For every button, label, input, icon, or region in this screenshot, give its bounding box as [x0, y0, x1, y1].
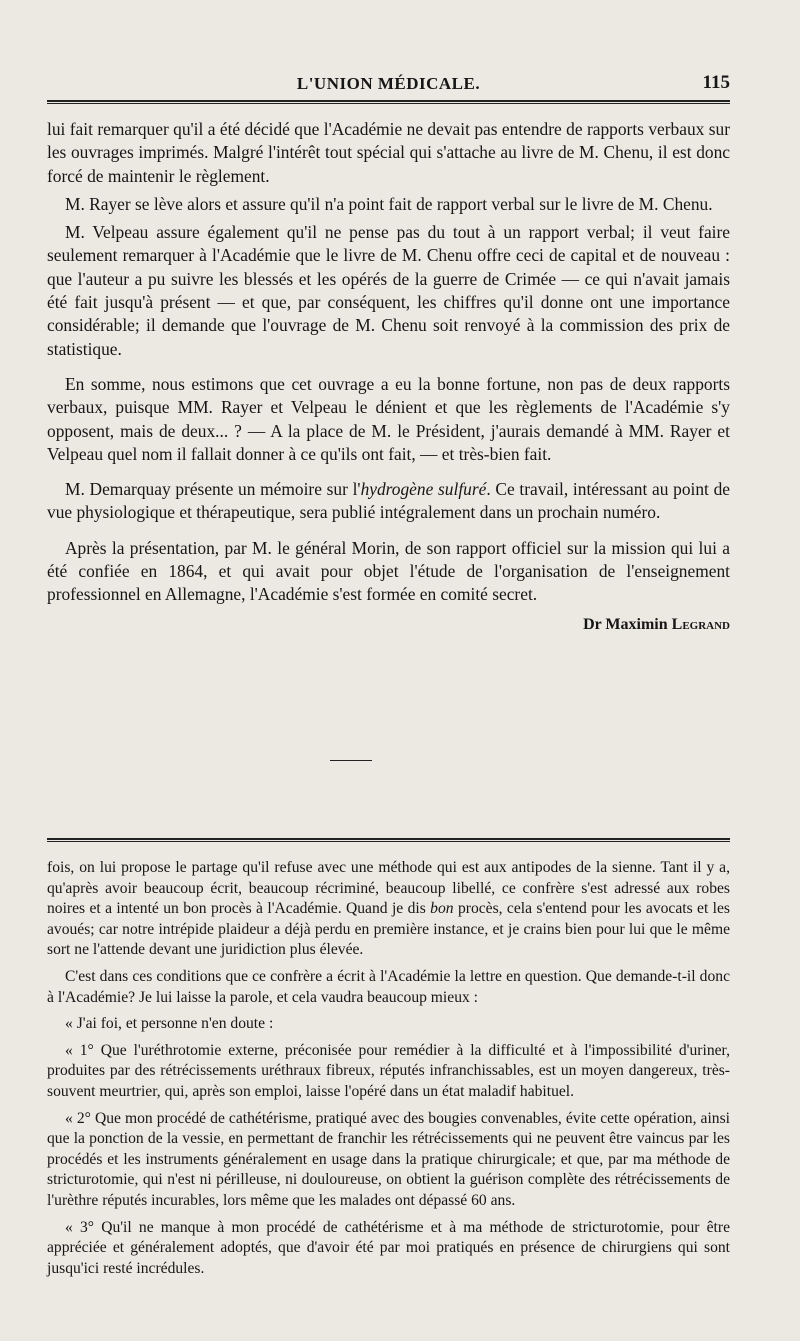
page-header [47, 70, 730, 100]
paragraph: M. Velpeau assure également qu'il ne pense pas du tout à un rapport verbal; il veut faire seulement remarquer à l'Académie que le livre de M. Chenu offre ceci de capital et de nouveau : que l'auteur a pu suivre les blessés et les opérés de la guerre de Crimée — ce qui n'avait jamais été fait jusqu'à présent — et que, par conséquent, les chiffres qu'il donne ont une importance considérable; il demande que l'ouvrage de M. Chenu soit renvoyé à la commission des prix de statistique. [47, 222, 730, 359]
paragraph [47, 478, 730, 525]
text-span: M. Demarquay présente un mémoire sur l' [65, 479, 361, 500]
signature-prefix: Dr Maximin [583, 615, 672, 633]
section-separator [330, 760, 372, 761]
quote-item: « 2° Que mon procédé de cathétérisme, pratiqué avec des bougies convenables, évite cette opération, ainsi que la ponction de la vessie, en permettant de franchir les rétrécissements qui ne peuvent être vaincus par les procédés et les instruments généralement en usage dans la pratique chirurgicale; et que, par ma méthode de stricturotomie, qui n'est ni périlleuse, ni douloureuse, on obtient la guérison complète des rétrécissements de l'urèthre réputés incurables, lors même que les malades ont dépassé 60 ans. [47, 1109, 730, 1209]
signature-surname: Legrand [671, 615, 730, 633]
page-number: 115 [702, 72, 730, 93]
author-signature [47, 613, 730, 636]
italic-word: bon [430, 900, 454, 918]
paragraph: C'est dans ces conditions que ce confrère a écrit à l'Académie la lettre en question. Que demande-t-il donc à l'Académie? Je lui laisse la parole, et cela vaudra beaucoup mieux : [47, 967, 730, 1006]
header-rule [47, 100, 730, 104]
journal-title: L'UNION MÉDICALE. [296, 74, 481, 93]
lower-feuilleton [47, 858, 730, 1285]
quote-line: « J'ai foi, et personne n'en doute : [65, 1015, 274, 1033]
text-span: fois, on lui propose le partage qu'il refuse avec une méthode qui est aux antipodes de la sienne. Tant il y a, qu'après avoir beaucoup écrit, beaucoup récriminé, beaucoup libellé, ce confrère s'est adressé aux robes noires et a intenté un bon procès à l'Académie. Quand je dis [47, 859, 730, 918]
paragraph: Après la présentation, par M. le général Morin, de son rapport officiel sur la mission qui lui a été confiée en 1864, et qui avait pour objet l'étude de l'organisation de l'enseignement professionnel en Allemagne, l'Académie s'est formée en comité secret. [47, 537, 730, 605]
paragraph: M. Rayer se lève alors et assure qu'il n'a point fait de rapport verbal sur le livre de M. Chenu. [65, 193, 713, 214]
paragraph: lui fait remarquer qu'il a été décidé que l'Académie ne devait pas entendre de rapports verbaux sur les ouvrages imprimés. Malgré l'intérêt tout spécial qui s'attache au livre de M. Chenu, il est donc forcé de maintenir le règlement. [47, 119, 730, 186]
text-span: procès, cela s'entend pour les avocats et les avoués; car notre intrépide plaideur a déjà perdu en première instance, et je crains bien pour lui que le même sort ne l'attende devant une juridiction plus élevée. [47, 900, 730, 959]
feuilleton-rule [47, 838, 730, 842]
upper-article [47, 118, 730, 636]
italic-term: hydrogène sulfuré [360, 479, 487, 500]
paragraph [47, 858, 730, 961]
quote-item: « 3° Qu'il ne manque à mon procédé de cathétérisme et à ma méthode de stricturotomie, pour être appréciée et généralement adoptés, que d'avoir été par moi pratiqués en présence de chirurgiens qui sont jusqu'ici resté incrédules. [47, 1218, 730, 1277]
paragraph: En somme, nous estimons que cet ouvrage a eu la bonne fortune, non pas de deux rapports verbaux, puisque MM. Rayer et Velpeau le dénient et que les règlements de l'Académie s'y opposent, mais de deux... ? — A la place de M. le Président, j'aurais demandé à MM. Rayer et Velpeau quel nom il fallait donner à ce qu'ils ont fait, — et très-bien fait. [47, 373, 730, 464]
text-span: . Ce travail, intéressant au point de vue physiologique et thérapeutique, sera publié intégralement dans un prochain numéro. [47, 479, 730, 523]
quote-item: « 1° Que l'uréthrotomie externe, préconisée pour remédier à la difficulté et à l'impossibilité d'uriner, produites par des rétrécissements uréthraux fibreux, réputés infranchissables, est un moyen dangereux, très-souvent meurtrier, qui, après son emploi, laisse l'opéré dans un état maladif habituel. [47, 1041, 730, 1100]
